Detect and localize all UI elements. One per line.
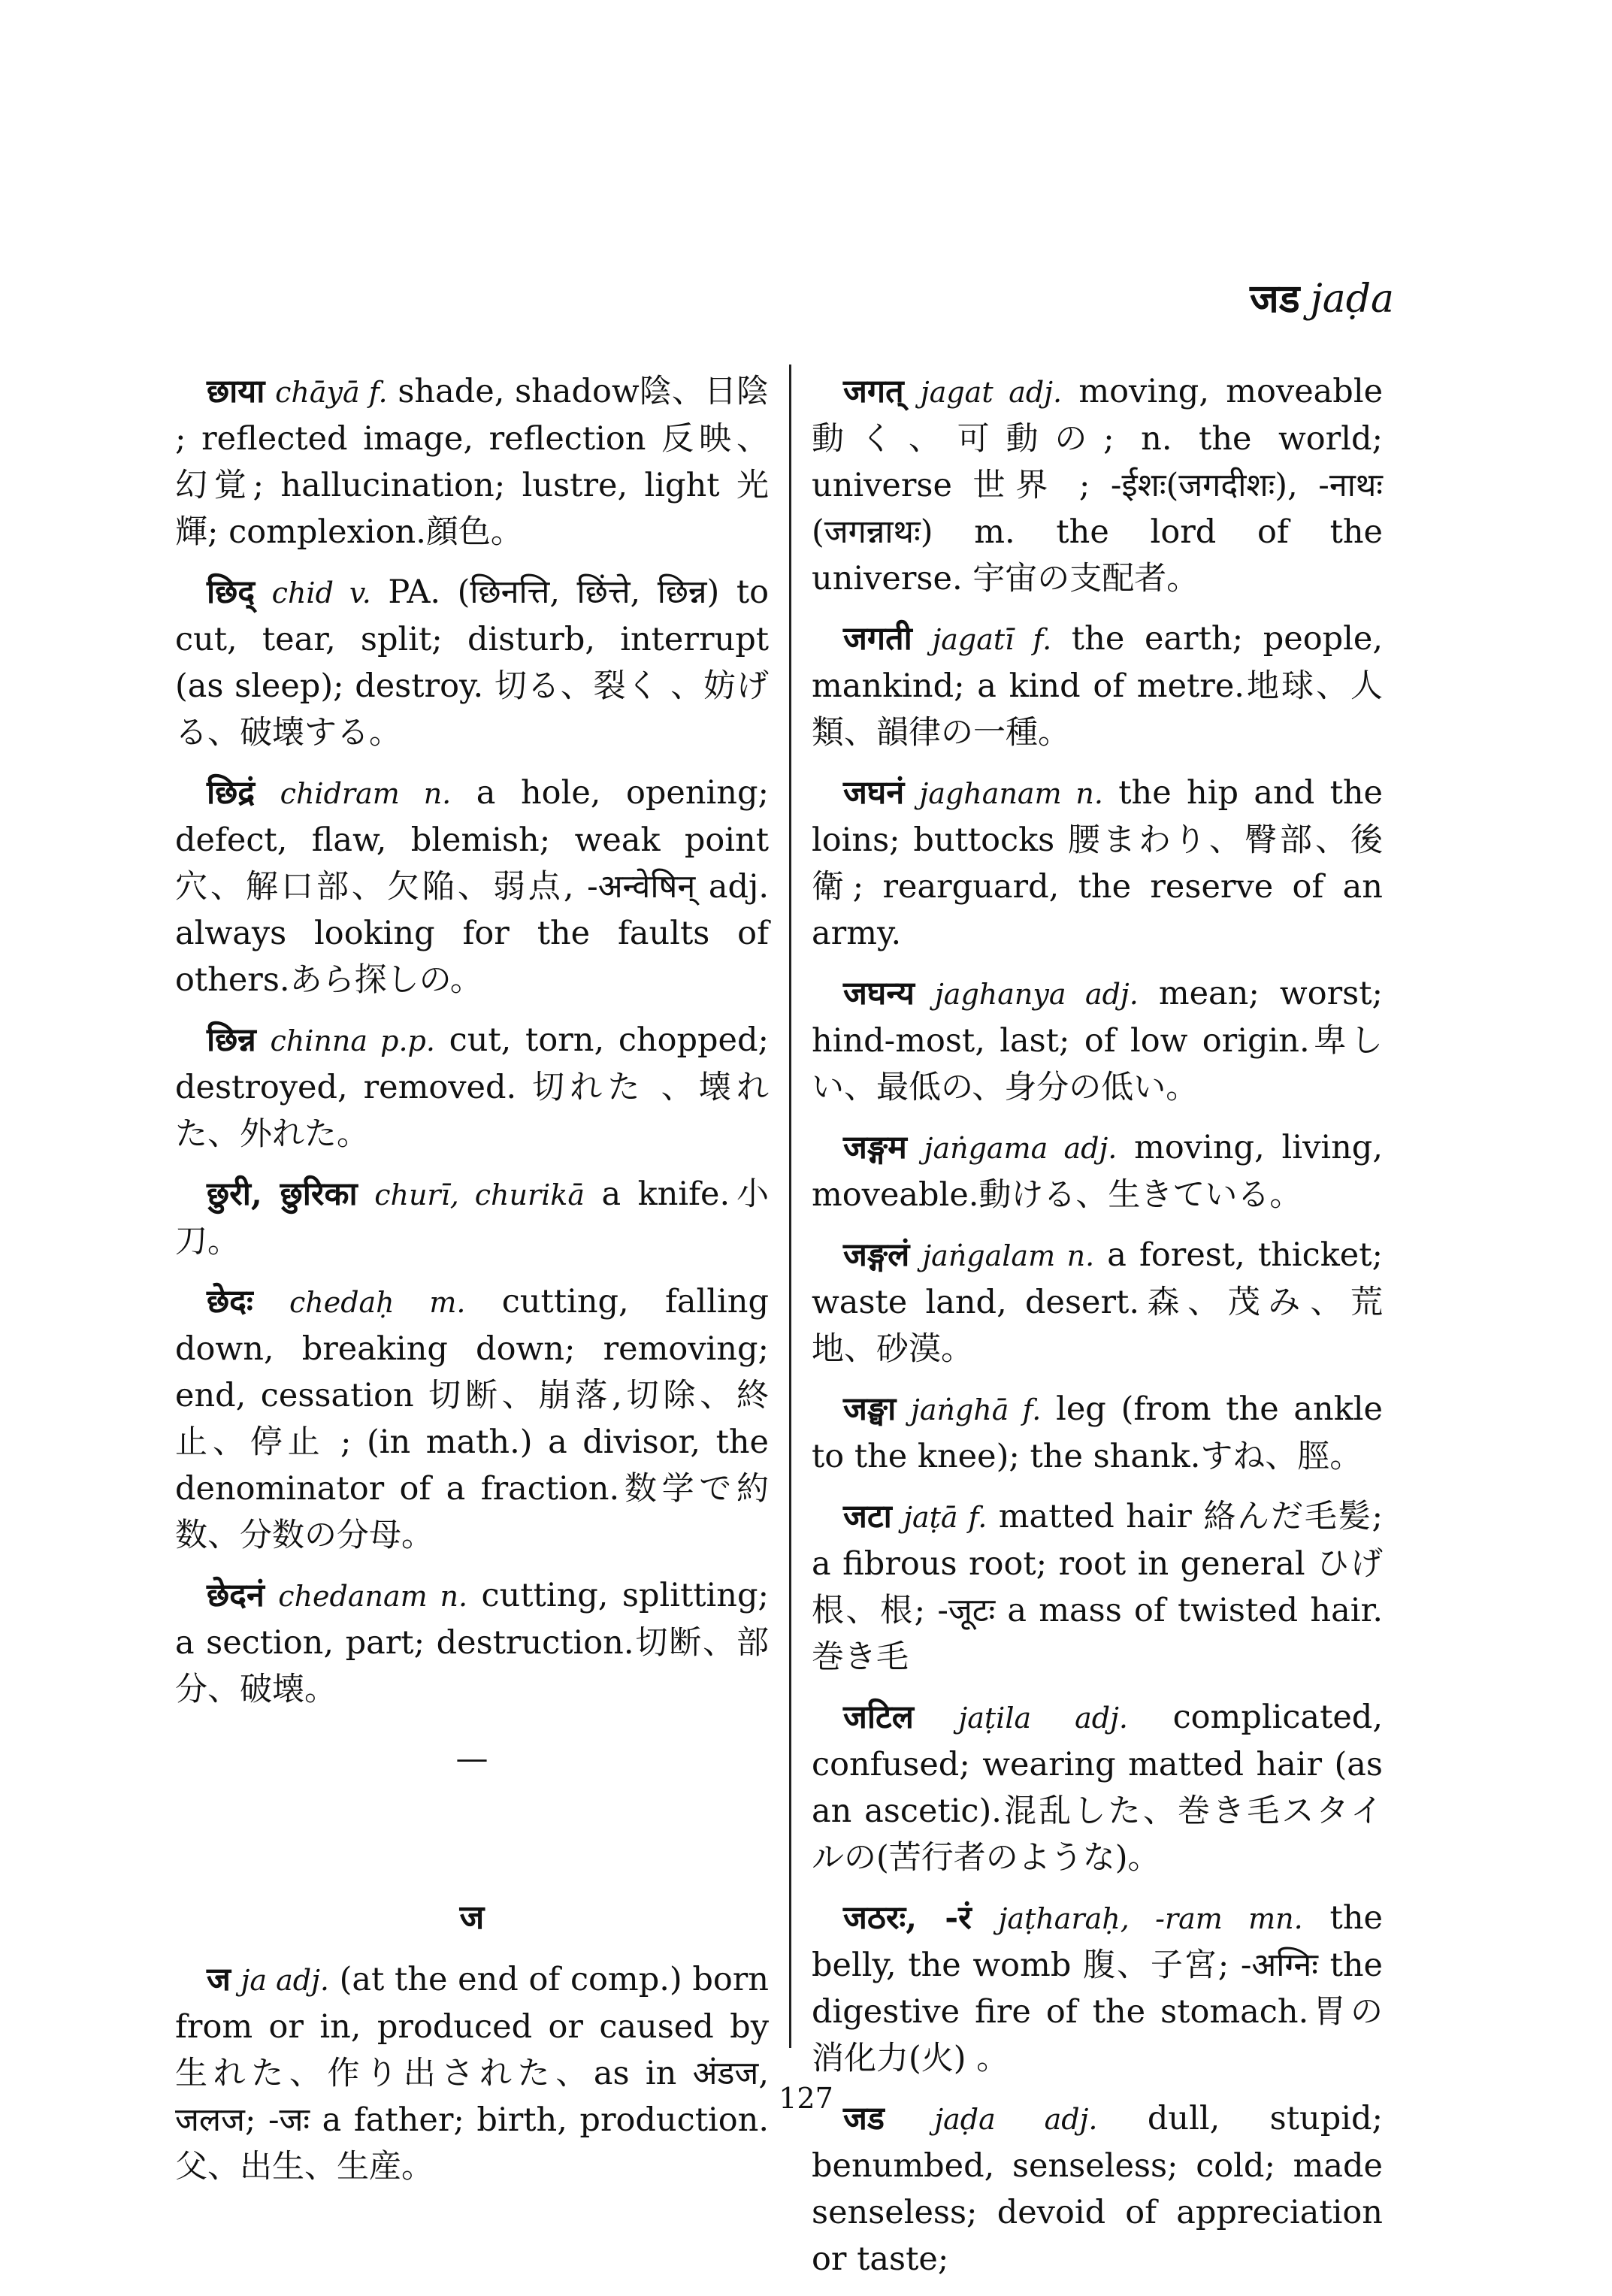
entry-headword: जठरः, -रं [843, 1899, 972, 1937]
left-column [175, 368, 769, 2204]
entry-headword: छिन्न [207, 1021, 256, 1059]
entry-definition: a knife.小刀。 [175, 1175, 770, 1260]
entry-definition: PA. (छिनत्ति, छिंत्ते, छिन्न) to cut, tear, split; disturb, interrupt (as sleep); destroy. 切る、裂く 、妨げる、破壊する。 [175, 573, 769, 752]
entry-transliteration: chidram n. [280, 777, 452, 810]
entry-headword: छेदः [207, 1283, 253, 1320]
dictionary-entry [175, 1278, 769, 1559]
entry-definition: the belly, the womb 腹、子宮; -अग्निः the digestive fire of the stomach.胃の消化力(火) 。 [812, 1899, 1383, 2077]
entry-transliteration: jaghanya adj. [935, 978, 1139, 1011]
entry-transliteration: jagat adj. [920, 376, 1063, 409]
entry-headword: जटा [843, 1498, 892, 1535]
dictionary-entry [812, 1694, 1383, 1881]
entry-definition: moving, moveable 動く、可動の; n. the world; universe 世界 ; -ईशः(जगदीशः), -नाथः (जगन्नाथः) m. the lord of the universe. 宇宙の支配者。 [812, 373, 1384, 597]
right-column [812, 368, 1383, 2296]
dictionary-entry [812, 368, 1383, 602]
entry-transliteration: jaṭharaḥ, -ram mn. [998, 1902, 1303, 1935]
entry-transliteration: jaḍa adj. [934, 2103, 1098, 2136]
dictionary-entry [175, 569, 769, 756]
running-header-roman: jaḍa [1310, 277, 1394, 322]
entry-definition: matted hair 絡んだ毛髪; a fibrous root; root in general ひげ根、根; -जूटः a mass of twisted hair.巻き毛 [812, 1498, 1383, 1676]
entry-definition: mean; worst; hind-most, last; of low origin.卑しい、最低の、身分の低い。 [812, 975, 1383, 1106]
entry-definition: moving, living, moveable.動ける、生きている。 [812, 1129, 1383, 1214]
entry-definition: the earth; people, mankind; a kind of metre.地球、人類、韻律の一種。 [812, 620, 1384, 752]
dictionary-entry [175, 1171, 769, 1265]
dictionary-entry [175, 770, 769, 1003]
entry-headword: ज [207, 1961, 231, 1998]
entry-definition: (at the end of comp.) born from or in, produced or caused by 生れた、作り出された、as in अंडज, जलज; -जः a father; birth, production. 父、出生、生産。 [175, 1961, 769, 2186]
entry-definition: the hip and the loins; buttocks 腰まわり、臀部、後衛; rearguard, the reserve of an army. [812, 774, 1384, 952]
entry-transliteration: churī, churikā [374, 1178, 585, 1212]
entry-headword: जङ्घा [843, 1390, 897, 1428]
entry-headword: छिद् [207, 573, 256, 611]
entry-transliteration: chāyā f. [275, 376, 388, 409]
entry-transliteration: chid v. [271, 576, 371, 610]
entry-transliteration: jaṭila adj. [958, 1702, 1128, 1735]
entry-headword: छिद्रं [207, 774, 256, 812]
entry-definition: a hole, opening; defect, flaw, blemish; weak point 穴、解口部、欠陥、弱点, -अन्वेषिन् adj. always looking for the faults of others.あら探しの。 [175, 774, 769, 999]
dictionary-entry [812, 1232, 1383, 1372]
entry-transliteration: jaṭā f. [903, 1501, 987, 1534]
entry-definition: cut, torn, chopped; destroyed, removed. 切れた 、壊れた、外れた。 [175, 1021, 770, 1153]
entry-transliteration: chedaḥ m. [289, 1286, 466, 1319]
running-header-devanagari: जड [1250, 276, 1300, 322]
entry-transliteration: jaṅgama adj. [924, 1132, 1118, 1165]
entry-headword: जघनं [843, 774, 905, 812]
entry-headword: जङ्गलं [843, 1236, 910, 1274]
dictionary-entry [175, 1956, 769, 2190]
dictionary-entry [812, 970, 1383, 1111]
dictionary-entry [175, 368, 769, 555]
entry-headword: छाया [207, 373, 265, 410]
entry-definition: leg (from the ankle to the knee); the shank.すね、脛。 [812, 1390, 1384, 1475]
entry-definition: cutting, falling down, breaking down; removing; end, cessation 切断、崩落,切除、終止、停止 ; (in math.) a divisor, the denominator of a fraction.数学で約数、分数の分母。 [175, 1283, 770, 1554]
entry-headword: जघन्य [843, 975, 915, 1012]
section-separator: — [455, 1740, 488, 1777]
entry-transliteration: jaghanam n. [919, 777, 1103, 810]
entry-headword: छुरी, छुरिका [207, 1175, 358, 1213]
dictionary-entry [175, 1017, 769, 1157]
entry-transliteration: jaṅghā f. [911, 1393, 1042, 1426]
entry-transliteration: jaṅgalam n. [922, 1239, 1095, 1272]
entry-definition: complicated, confused; wearing matted hair (as an ascetic).混乱した、巻き毛スタイルの(苦行者のような)。 [812, 1699, 1383, 1877]
entry-definition: dull, stupid; benumbed, senseless; cold; made senseless; devoid of appreciation or taste; [812, 2100, 1383, 2278]
entry-headword: जङ्गम [843, 1129, 907, 1166]
column-divider [789, 365, 791, 2048]
entry-headword: छेदनं [207, 1577, 265, 1614]
section-letter: ज [459, 1898, 485, 1937]
page-number: 127 [779, 2082, 833, 2115]
dictionary-entry [812, 2095, 1383, 2282]
entry-definition: a forest, thicket; waste land, desert.森、茂み、荒地、砂漠。 [812, 1236, 1383, 1368]
dictionary-entry [812, 1895, 1383, 2082]
dictionary-entry [812, 1124, 1383, 1218]
entry-headword: जटिल [843, 1699, 914, 1736]
entry-definition: cutting, splitting; a section, part; destruction.切断、部分、破壊。 [175, 1577, 770, 1708]
dictionary-entry [812, 1386, 1383, 1480]
entry-headword: जगत् [843, 373, 904, 410]
dictionary-entry [812, 616, 1383, 756]
entry-transliteration: jagatī f. [932, 623, 1052, 656]
running-header [1250, 271, 1394, 324]
dictionary-entry [175, 1572, 769, 1713]
entry-transliteration: chinna p.p. [270, 1024, 435, 1057]
dictionary-entry [812, 770, 1383, 957]
dictionary-entry [812, 1493, 1383, 1680]
entry-transliteration: chedanam n. [278, 1580, 468, 1613]
entry-headword: जड [843, 2100, 885, 2137]
entry-transliteration: ja adj. [240, 1964, 329, 1997]
entry-definition: shade, shadow陰、日陰 ; reflected image, reflection 反映、幻覚; hallucination; lustre, light 光輝; complexion.顔色。 [175, 373, 770, 551]
entry-headword: जगती [843, 620, 912, 658]
